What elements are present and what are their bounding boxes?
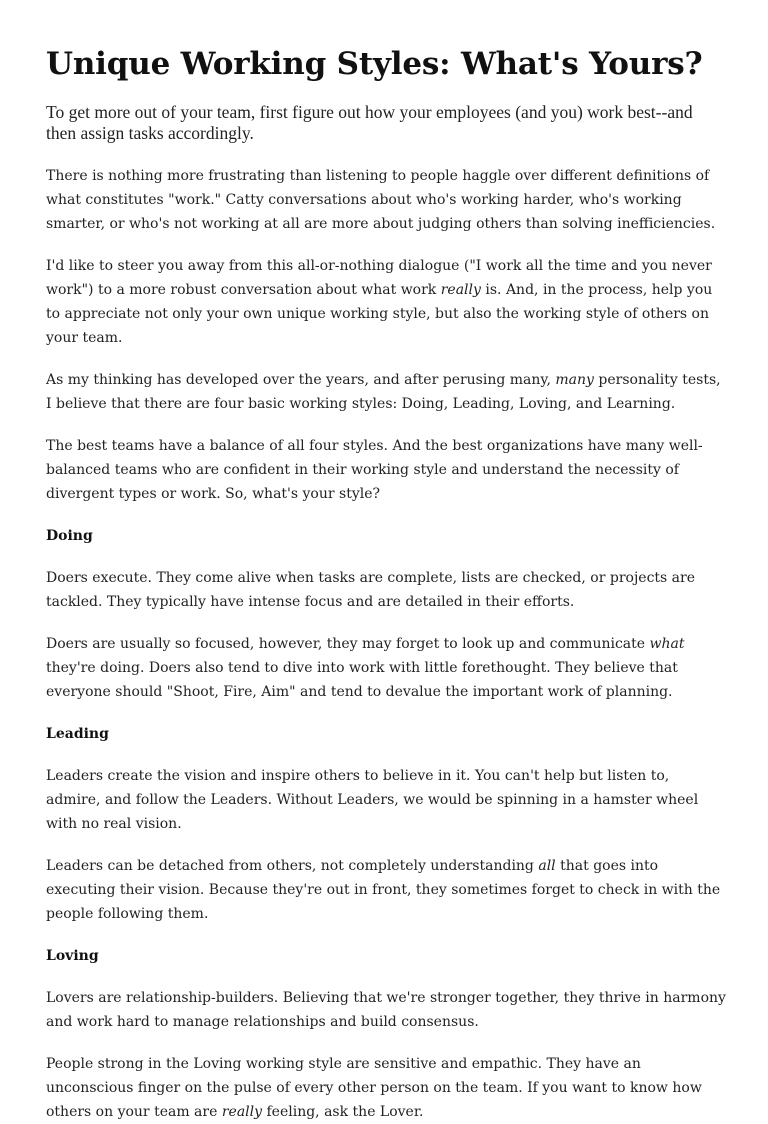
paragraph-intro-1: There is nothing more frustrating than listening to people haggle over different definitions of what constitutes "work." Catty conversations about who's working harder, who's working smarter, or who's not working at all are more about judging others than solving inefficiencies. (46, 168, 716, 232)
text-run: they're doing. Doers also tend to dive into work with little forethought. They believe that everyone should "Shoot, Fire, Aim" and tend to devalue the important work of planning. (46, 660, 678, 700)
text-run: that goes into executing their vision. Because they're out in front, they sometimes forget to check in with the people following them. (46, 858, 721, 922)
text-run: People strong in the Loving working style are sensitive and empathic. They have an unconscious finger on the pulse of every other person on the team. If you want to know how others on your team are (46, 1056, 702, 1120)
paragraph-doing-2 (46, 632, 728, 704)
text-run: is. And, in the process, help you to appreciate not only your own unique working style, but also the working style of others on your team. (46, 282, 713, 346)
section-heading-loving: Loving (46, 948, 99, 964)
text-run: personality tests, I believe that there are four basic working styles: Doing, Leading, Loving, and Learning. (46, 372, 721, 412)
paragraph-doing-1: Doers execute. They come alive when tasks are complete, lists are checked, or projects are tackled. They typically have intense focus and are detailed in their efforts. (46, 570, 696, 610)
paragraph-intro-2 (46, 254, 728, 350)
paragraph-loving-2 (46, 1052, 728, 1124)
paragraph-leading-2 (46, 854, 728, 926)
text-run: I'd like to steer you away from this all-or-nothing dialogue ("I work all the time and you never work") to a more robust conversation about what work (46, 258, 712, 298)
emphasis-text: many (555, 372, 594, 388)
emphasis-text: really (440, 282, 481, 298)
section-heading-leading: Leading (46, 726, 109, 742)
text-run: Doers are usually so focused, however, they may forget to look up and communicate (46, 636, 650, 652)
article-subtitle: To get more out of your team, first figure out how your employees (and you) work best--and then assign tasks accordingly. (46, 102, 693, 143)
emphasis-text: what (649, 636, 685, 652)
emphasis-text: all (538, 858, 556, 874)
paragraph-intro-3 (46, 368, 728, 416)
section-heading-doing: Doing (46, 528, 93, 544)
text-run: feeling, ask the Lover. (262, 1104, 424, 1120)
paragraph-leading-1: Leaders create the vision and inspire others to believe in it. You can't help but listen to, admire, and follow the Leaders. Without Leaders, we would be spinning in a hamster wheel with no real vision. (46, 768, 699, 832)
text-run: Leaders can be detached from others, not completely understanding (46, 858, 539, 874)
article-title: Unique Working Styles: What's Yours? (46, 46, 703, 82)
paragraph-intro-4: The best teams have a balance of all four styles. And the best organizations have many well-balanced teams who are confident in their working style and understand the necessity of divergent types or work. So, what's your style? (46, 438, 703, 502)
paragraph-loving-1: Lovers are relationship-builders. Believing that we're stronger together, they thrive in harmony and work hard to manage relationships and build consensus. (46, 990, 726, 1030)
text-run: As my thinking has developed over the years, and after perusing many, (46, 372, 556, 388)
emphasis-text: really (221, 1104, 263, 1120)
